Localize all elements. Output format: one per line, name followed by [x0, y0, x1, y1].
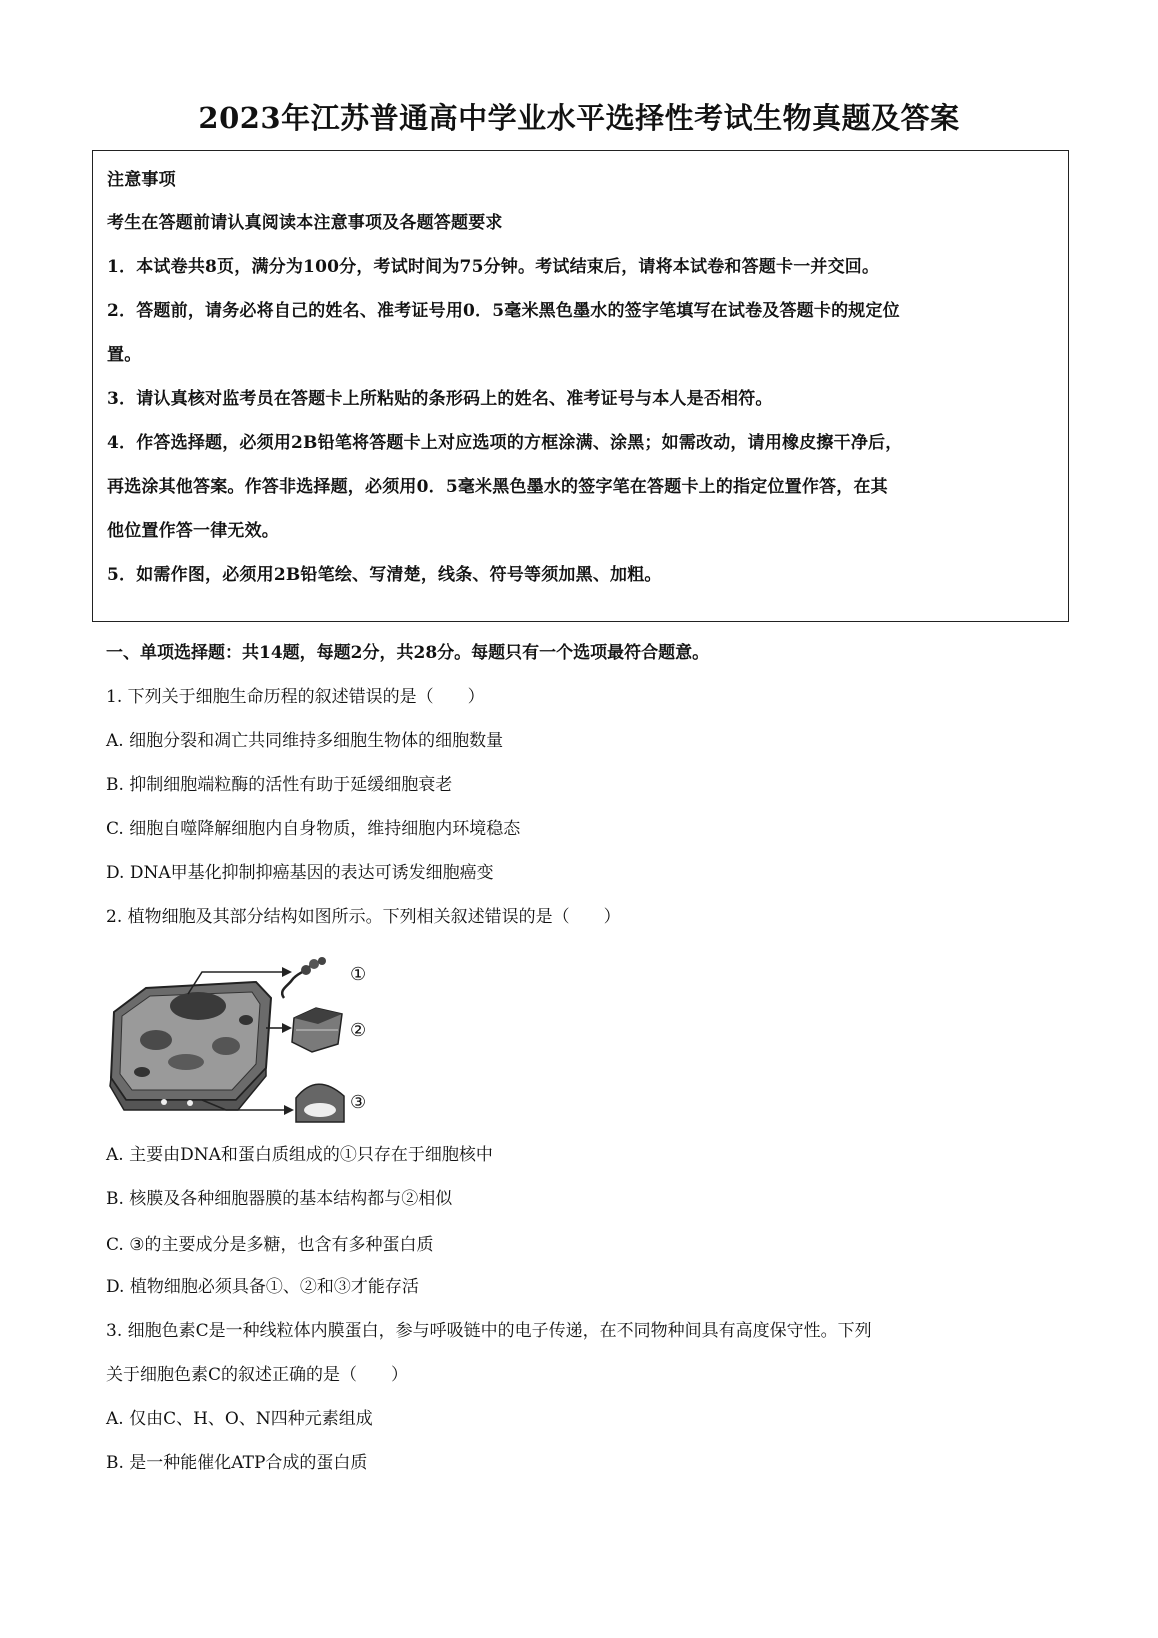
membrane-structure — [292, 1008, 342, 1052]
notice-item: 4．作答选择题，必须用2B铅笔将答题卡上对应选项的方框涂满、涂黑；如需改动，请用橡皮擦干净后， — [107, 433, 903, 453]
page-title: 2023年江苏普通高中学业水平选择性考试生物真题及答案 — [198, 101, 960, 135]
question-1-option-d: D. DNA甲基化抑制抑癌基因的表达可诱发细胞癌变 — [106, 863, 494, 883]
notice-item: 2．答题前，请务必将自己的姓名、准考证号用0．5毫米黑色墨水的签字笔填写在试卷及答题卡的规定位 — [107, 301, 900, 321]
notice-item: 再选涂其他答案。作答非选择题，必须用0．5毫米黑色墨水的签字笔在答题卡上的指定位置作答，在其 — [107, 477, 888, 497]
question-2-stem: 2. 植物细胞及其部分结构如图所示。下列相关叙述错误的是（ ） — [106, 907, 621, 927]
question-3-stem-line-2: 关于细胞色素C的叙述正确的是（ ） — [106, 1365, 409, 1385]
plant-cell-figure — [106, 950, 376, 1125]
question-3-option-a: A. 仅由C、H、O、N四种元素组成 — [106, 1409, 373, 1429]
question-2-option-c: C. ③的主要成分是多糖，也含有多种蛋白质 — [106, 1235, 434, 1255]
notice-item: 他位置作答一律无效。 — [107, 521, 279, 541]
notice-box — [92, 150, 1069, 622]
question-1-option-b: B. 抑制细胞端粒酶的活性有助于延缓细胞衰老 — [106, 775, 453, 795]
chromatin-structure — [282, 957, 326, 998]
figure-label-1: ① — [350, 964, 367, 985]
question-1-option-a: A. 细胞分裂和凋亡共同维持多细胞生物体的细胞数量 — [106, 731, 504, 751]
plant-cell-drawing — [110, 982, 271, 1110]
notice-item: 5．如需作图，必须用2B铅笔绘、写清楚，线条、符号等须加黑、加粗。 — [107, 565, 662, 585]
question-2-option-d: D. 植物细胞必须具备①、②和③才能存活 — [106, 1277, 419, 1297]
notice-heading: 注意事项 — [107, 170, 176, 190]
question-3-stem-line-1: 3. 细胞色素C是一种线粒体内膜蛋白，参与呼吸链中的电子传递，在不同物种间具有高度保守性。下列 — [106, 1321, 872, 1341]
notice-item: 3．请认真核对监考员在答题卡上所粘贴的条形码上的姓名、准考证号与本人是否相符。 — [107, 389, 773, 409]
figure-label-2: ② — [350, 1020, 367, 1041]
notice-item: 置。 — [107, 345, 142, 365]
question-2-option-b: B. 核膜及各种细胞器膜的基本结构都与②相似 — [106, 1189, 453, 1209]
question-2-option-a: A. 主要由DNA和蛋白质组成的①只存在于细胞核中 — [106, 1145, 493, 1165]
question-1-stem: 1. 下列关于细胞生命历程的叙述错误的是（ ） — [106, 687, 485, 707]
figure-label-3: ③ — [350, 1092, 367, 1113]
section-heading: 一、单项选择题：共14题，每题2分，共28分。每题只有一个选项最符合题意。 — [106, 643, 710, 663]
cell-wall-structure — [296, 1084, 344, 1122]
notice-subheading: 考生在答题前请认真阅读本注意事项及各题答题要求 — [107, 213, 503, 233]
question-1-option-c: C. 细胞自噬降解细胞内自身物质，维持细胞内环境稳态 — [106, 819, 521, 839]
notice-item: 1．本试卷共8页，满分为100分，考试时间为75分钟。考试结束后，请将本试卷和答题卡一并交回。 — [107, 257, 880, 277]
question-3-option-b: B. 是一种能催化ATP合成的蛋白质 — [106, 1453, 368, 1473]
